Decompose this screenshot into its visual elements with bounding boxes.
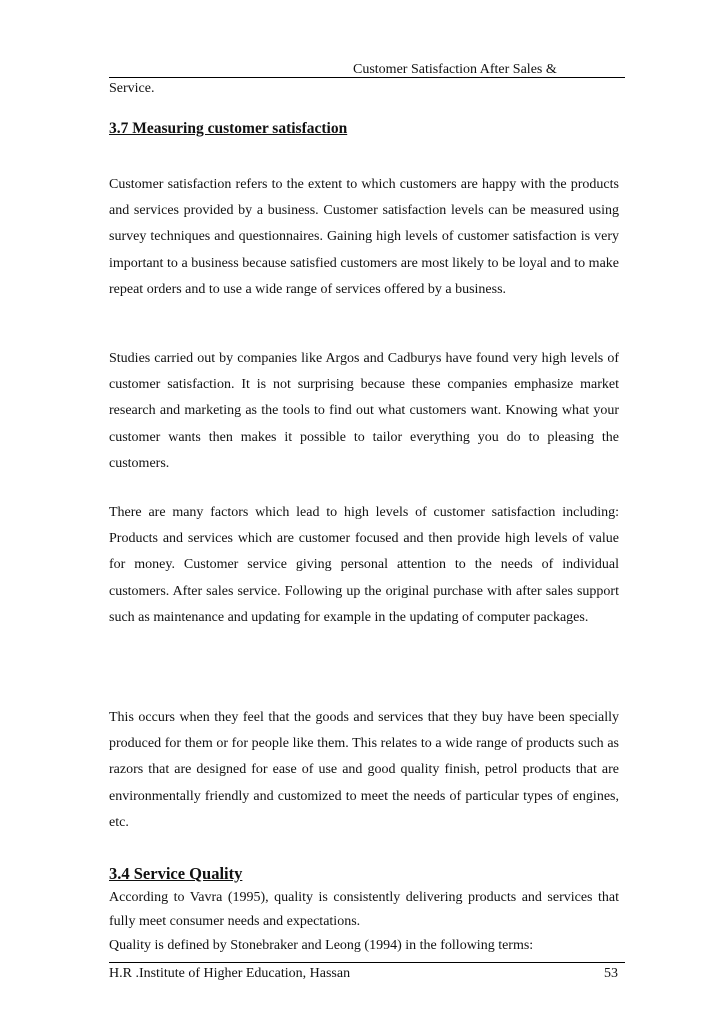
footer-institution: H.R .Institute of Higher Education, Hassan xyxy=(109,966,351,981)
section-heading-measuring: 3.7 Measuring customer satisfaction xyxy=(109,120,348,137)
header-divider xyxy=(109,77,625,78)
running-header-continued: Service. xyxy=(109,81,155,96)
running-header: Customer Satisfaction After Sales & xyxy=(353,62,557,77)
footer-divider xyxy=(109,962,625,963)
paragraph: Customer satisfaction refers to the extent to which customers are happy with the products and services provided by a business. Customer satisfaction levels can be measured using survey techniques and questionnaires. Gaining high levels of customer satisfaction is very important to a business because satisfied customers are most likely to be loyal and to make repeat orders and to use a wide range of services offered by a business. xyxy=(109,177,619,297)
section-heading-service-quality: 3.4 Service Quality xyxy=(109,864,243,883)
paragraph: Studies carried out by companies like Argos and Cadburys have found very high levels of customer satisfaction. It is not surprising because these companies emphasize market research and marketing as the tools to find out what customers want. Knowing what your customer wants then makes it possible to tailor everything you do to pleasing the customers. xyxy=(109,351,619,471)
paragraph: There are many factors which lead to high levels of customer satisfaction including: Products and services which are customer focused and then provide high levels of value for money. Customer service giving personal attention to the needs of individual customers. After sales service. Following up the original purchase with after sales support such as maintenance and updating for example in the updating of computer packages. xyxy=(109,505,619,625)
paragraph: According to Vavra (1995), quality is consistently delivering products and services that fully meet consumer needs and expectations. xyxy=(109,890,619,929)
page-number: 53 xyxy=(604,966,618,981)
paragraph: Quality is defined by Stonebraker and Leong (1994) in the following terms: xyxy=(109,938,534,953)
paragraph: This occurs when they feel that the goods and services that they buy have been specially produced for them or for people like them. This relates to a wide range of products such as razors that are designed for ease of use and good quality finish, petrol products that are environmentally friendly and customized to meet the needs of particular types of engines, etc. xyxy=(109,710,619,830)
